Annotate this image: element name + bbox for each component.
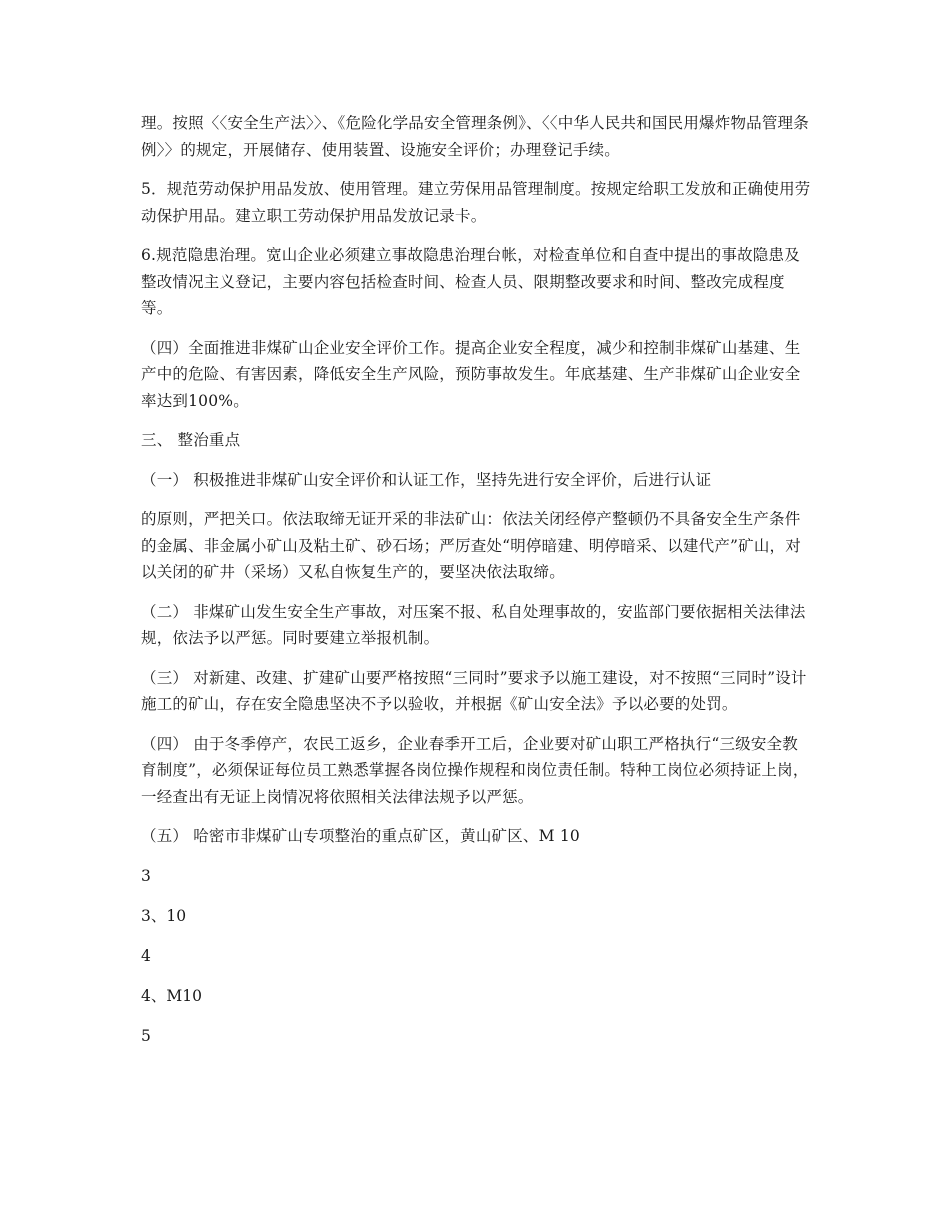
paragraph-point-5: （五） 哈密市非煤矿山专项整治的重点矿区，黄山矿区、M 10: [141, 827, 580, 845]
paragraph-safety-evaluation: （四）全面推进非煤矿山企业安全评价工作。提高企业安全程度，减少和控制非煤矿山基建、生产中的危险、有害因素，降低安全生产风险，预防事故发生。年底基建、生产非煤矿山企业安全率达到100%。: [141, 338, 801, 410]
fragment-line: 5: [141, 1026, 151, 1045]
paragraph-point-3: （三） 对新建、改建、扩建矿山要严格按照“三同时”要求予以施工建设，对不按照“三同时”设计施工的矿山，存在安全隐患坚决不予以验收，并根据《矿山安全法》予以必要的处罚。: [141, 668, 807, 713]
document-page: [141, 110, 813, 1063]
fragment-line: 4、M10: [141, 986, 202, 1005]
paragraph-point-1-body: 的原则，严把关口。依法取缔无证开采的非法矿山：依法关闭经停产整顿仍不具备安全生产条件的金属、非金属小矿山及粘土矿、砂石场；严厉查处“明停暗建、明停暗采、以建代产”矿山，对以关闭的矿井（采场）又私自恢复生产的，要坚决依法取缔。: [141, 510, 801, 581]
paragraph-point-4: （四） 由于冬季停产，农民工返乡，企业春季开工后，企业要对矿山职工严格执行“三级安全教育制度”，必须保证每位员工熟悉掌握各岗位操作规程和岗位责任制。特种工岗位必须持证上岗，一经查出有无证上岗情况将依照相关法律法规予以严惩。: [141, 734, 809, 806]
fragment-line: 3: [141, 866, 151, 885]
paragraph-registration: 理。按照〈〈安全生产法〉〉、《危险化学品安全管理条例》、〈〈中华人民共和国民用爆炸物品管理条例〉〉的规定，开展储存、使用装置、设施安全评价；办理登记手续。: [141, 114, 809, 159]
fragment-line: 3、10: [141, 906, 187, 925]
paragraph-point-1-intro: （一） 积极推进非煤矿山安全评价和认证工作，坚持先进行安全评价，后进行认证: [141, 470, 712, 489]
paragraph-hazard-governance: 6.规范隐患治理。宽山企业必须建立事故隐患治理台帐，对检查单位和自查中提出的事故隐患及整改情况主义登记，主要内容包括检查时间、检查人员、限期整改要求和时间、整改完成程度等。: [141, 246, 800, 317]
section-heading-key-points: 三、 整治重点: [141, 431, 241, 449]
paragraph-protective-equipment: 5．规范劳动保护用品发放、使用管理。建立劳保用品管理制度。按规定给职工发放和正确使用劳动保护用品。建立职工劳动保护用品发放记录卡。: [141, 180, 811, 225]
fragment-line: 4: [141, 946, 151, 965]
paragraph-point-2: （二） 非煤矿山发生安全生产事故，对压案不报、私自处理事故的，安监部门要依据相关法律法规，依法予以严惩。同时要建立举报机制。: [141, 602, 806, 647]
